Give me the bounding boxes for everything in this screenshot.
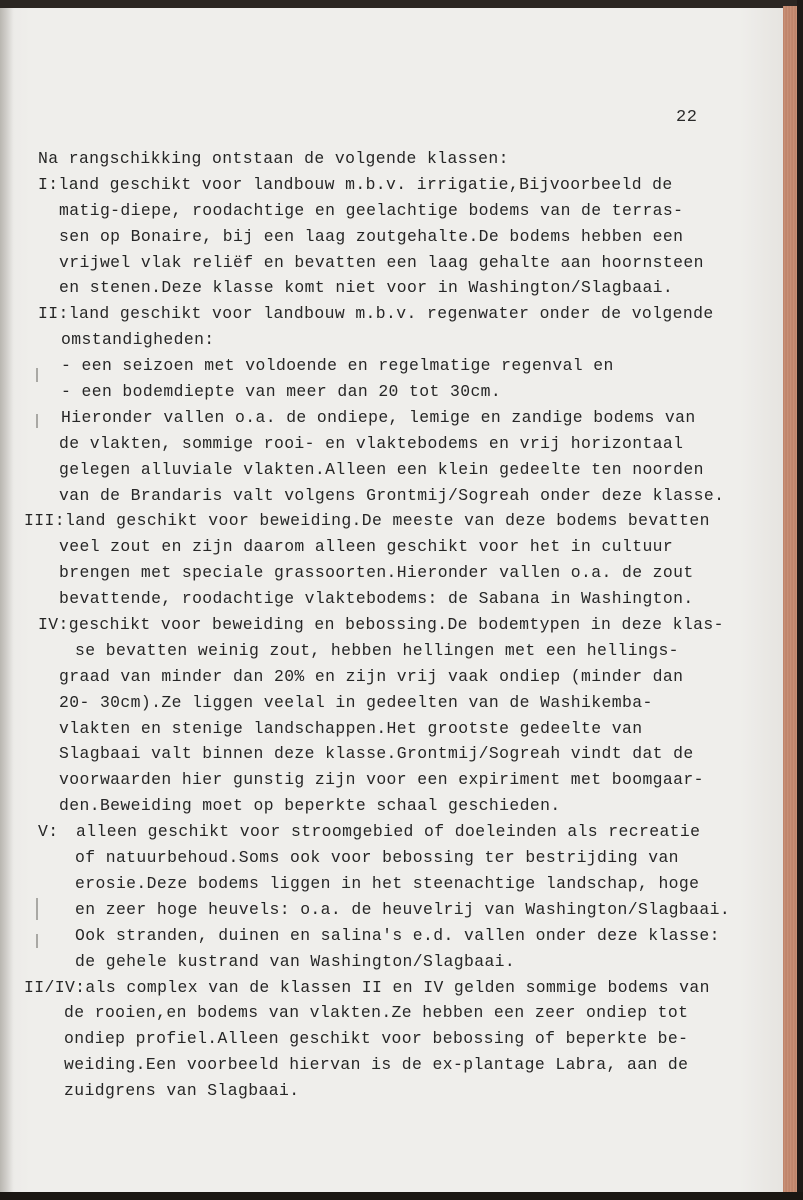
line-text: alleen geschikt voor stroomgebied of doeleinden als recreatie xyxy=(76,822,701,842)
text-line: en zeer hoge heuvels: o.a. de heuvelrij van Washington/Slagbaai. xyxy=(75,899,731,919)
text-line: 20- 30cm).Ze liggen veelal in gedeelten van de Washikemba- xyxy=(59,692,653,712)
intro-line: Na rangschikking ontstaan de volgende klassen: xyxy=(38,149,509,168)
class-label: II: xyxy=(38,304,69,324)
text-line: ondiep profiel.Alleen geschikt voor bebossing of beperkte be- xyxy=(64,1029,689,1049)
text-line: de rooien,en bodems van vlakten.Ze hebben een zeer ondiep tot xyxy=(64,1003,689,1023)
spine-shadow xyxy=(0,8,14,1192)
line-text: land geschikt voor beweiding.De meeste van deze bodems bevatten xyxy=(64,511,710,531)
line-text: land geschikt voor landbouw m.b.v. irrigatie,Bijvoorbeeld de xyxy=(58,174,673,194)
text-line: matig-diepe, roodachtige en geelachtige bodems van de terras- xyxy=(59,200,684,220)
text-line xyxy=(38,301,738,327)
class-label: II/IV: xyxy=(24,977,86,997)
class-label: IV: xyxy=(38,615,69,635)
text-line: voorwaarden hier gunstig zijn voor een expiriment met boomgaar- xyxy=(59,770,704,790)
page-edges xyxy=(783,6,797,1194)
line-text: als complex van de klassen II en IV gelden sommige bodems van xyxy=(85,977,710,997)
text-line: weiding.Een voorbeeld hiervan is de ex-plantage Labra, aan de xyxy=(64,1055,689,1075)
class-i-section xyxy=(38,172,738,301)
text-line: van de Brandaris valt volgens Grontmij/Sogreah onder deze klasse. xyxy=(59,485,725,505)
line-text: land geschikt voor landbouw m.b.v. regenwater onder de volgende xyxy=(68,304,714,324)
text-line: sen op Bonaire, bij een laag zoutgehalte.De bodems hebben een xyxy=(59,226,684,246)
class-iii-section xyxy=(24,508,738,612)
body-text xyxy=(24,146,738,1104)
class-v-section xyxy=(38,819,738,974)
text-line: Ook stranden, duinen en salina's e.d. vallen onder deze klasse: xyxy=(75,925,720,945)
class-ii-iv-section xyxy=(24,975,738,1104)
text-line: de gehele kustrand van Washington/Slagbaai. xyxy=(75,951,516,971)
text-line: - een bodemdiepte van meer dan 20 tot 30cm. xyxy=(61,382,502,402)
text-line: graad van minder dan 20% en zijn vrij vaak ondiep (minder dan xyxy=(59,666,684,686)
class-iv-section xyxy=(38,612,738,819)
text-line: se bevatten weinig zout, hebben hellingen met een hellings- xyxy=(75,640,679,660)
text-line xyxy=(38,819,738,845)
class-label: V: xyxy=(38,822,59,842)
text-line: - een seizoen met voldoende en regelmatige regenval en xyxy=(61,356,614,376)
text-line xyxy=(38,612,738,638)
text-line: vrijwel vlak reliëf en bevatten een laag gehalte aan hoornsteen xyxy=(59,252,704,272)
page-number: 22 xyxy=(676,108,698,127)
class-ii-section xyxy=(38,301,738,508)
text-line: vlakten en stenige landschappen.Het grootste gedeelte van xyxy=(59,718,643,738)
text-line: brengen met speciale grassoorten.Hieronder vallen o.a. de zout xyxy=(59,563,694,583)
text-line xyxy=(24,508,738,534)
text-line: Hieronder vallen o.a. de ondiepe, lemige en zandige bodems van xyxy=(61,407,696,427)
text-line: erosie.Deze bodems liggen in het steenachtige landschap, hoge xyxy=(75,873,700,893)
scan-border xyxy=(0,1192,803,1200)
class-label: III: xyxy=(24,511,65,531)
text-line: den.Beweiding moet op beperkte schaal geschieden. xyxy=(59,796,561,816)
text-line: de vlakten, sommige rooi- en vlaktebodems en vrij horizontaal xyxy=(59,433,684,453)
text-line xyxy=(24,975,738,1001)
text-line: omstandigheden: xyxy=(61,330,215,350)
text-line: zuidgrens van Slagbaai. xyxy=(64,1081,300,1101)
line-text: geschikt voor beweiding en bebossing.De bodemtypen in deze klas- xyxy=(68,615,724,635)
text-line: veel zout en zijn daarom alleen geschikt voor het in cultuur xyxy=(59,537,674,557)
text-line: bevattende, roodachtige vlaktebodems: de Sabana in Washington. xyxy=(59,589,694,609)
text-line: en stenen.Deze klasse komt niet voor in Washington/Slagbaai. xyxy=(59,278,674,298)
class-label: I: xyxy=(38,174,59,194)
book-edge xyxy=(797,0,803,1200)
text-line: Slagbaai valt binnen deze klasse.Grontmij/Sogreah vindt dat de xyxy=(59,744,694,764)
text-line: gelegen alluviale vlakten.Alleen een klein gedeelte ten noorden xyxy=(59,459,704,479)
text-line xyxy=(38,172,738,198)
text-line: of natuurbehoud.Soms ook voor bebossing ter bestrijding van xyxy=(75,848,679,868)
